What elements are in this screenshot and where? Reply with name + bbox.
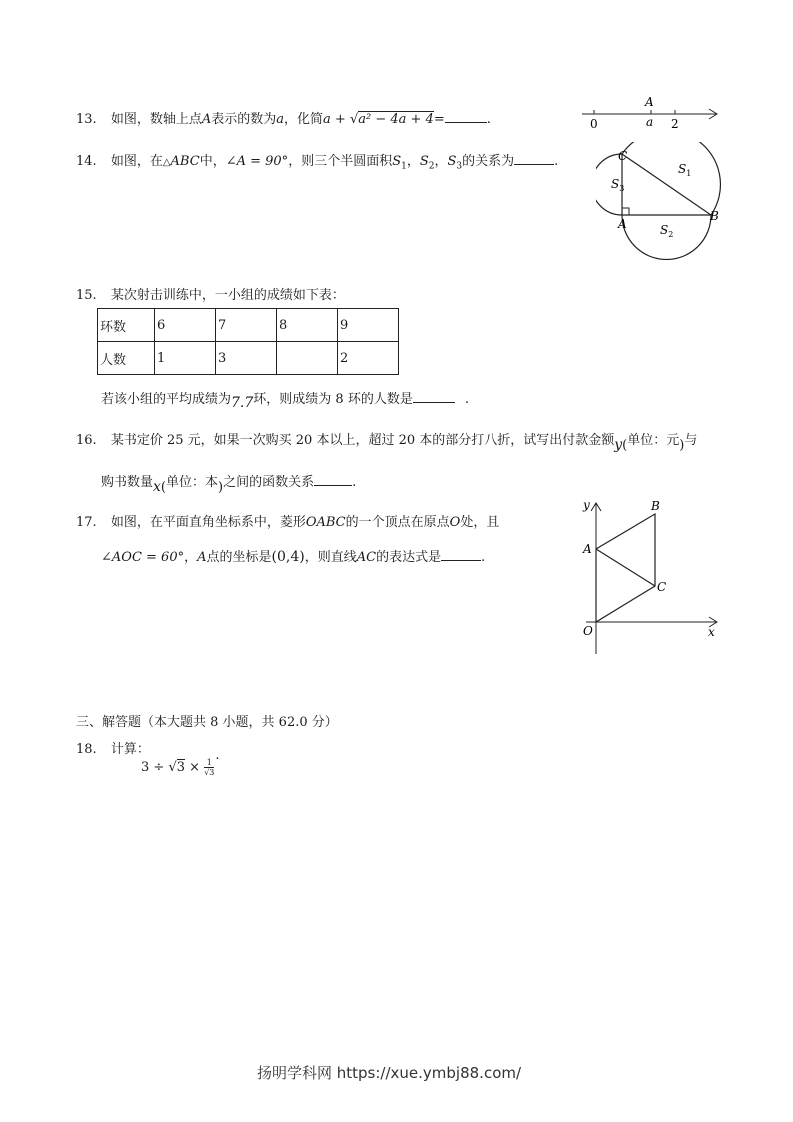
q17-angle: ∠AOC = 60° <box>101 550 185 565</box>
q17-answer-blank[interactable] <box>441 560 481 561</box>
q17-line-2 <box>101 546 485 565</box>
fig14-label-B: B <box>710 209 719 223</box>
page-footer: 扬明学科网 https://xue.ymbj88.com/ <box>257 1064 522 1082</box>
q16-x: x <box>153 479 161 495</box>
fig13-label-A: A <box>645 95 654 109</box>
q18-frac-den-rad: 3 <box>209 768 215 777</box>
q14-angle: ∠A = 90° <box>225 154 289 169</box>
q13-point-a: A <box>201 112 212 127</box>
q18-frac-num: 1 <box>204 758 214 768</box>
fig17-label-A: A <box>583 542 592 556</box>
q14-text-c: ，则三个半圆面积 <box>288 154 393 169</box>
q14-end: . <box>554 154 559 169</box>
question-17 <box>76 511 499 530</box>
q14-s1: S <box>392 154 402 169</box>
q14-s3: S <box>447 154 457 169</box>
q16-yu: 与 <box>684 433 698 448</box>
table-row <box>98 309 399 342</box>
q14-text-a: 如图，在 <box>110 154 163 169</box>
q14-sep1: ， <box>406 154 420 169</box>
table-cell: 8 <box>277 309 338 342</box>
q15-follow-a: 若该小组的平均成绩为 <box>101 392 232 407</box>
table-cell: 9 <box>338 309 399 342</box>
q14-s2-sub: 2 <box>428 161 435 172</box>
q16-answer-blank[interactable] <box>314 485 352 486</box>
q14-answer-blank[interactable] <box>514 164 554 165</box>
fig17-label-y: y <box>583 498 590 512</box>
fig14-label-C: C <box>618 149 628 163</box>
question-18 <box>76 738 150 757</box>
fig14-label-S2: $S_2$ <box>660 223 674 239</box>
semicircle-s2 <box>622 215 711 260</box>
q15-average: 7.7 <box>231 395 254 411</box>
right-angle-mark <box>622 208 629 215</box>
q16-end: . <box>352 475 357 490</box>
q17-end: . <box>481 550 486 565</box>
q17-text-f: ，则直线 <box>304 550 357 565</box>
q18-sqrt-sign: √ <box>168 760 177 775</box>
diagonal-ac <box>596 549 655 586</box>
fig17-label-B: B <box>651 499 660 513</box>
semicircle-s1 <box>622 142 720 215</box>
q14-s2: S <box>419 154 429 169</box>
q15-end: . <box>464 392 469 407</box>
table-cell: 6 <box>155 309 216 342</box>
q16-paren-open-x: ( <box>160 480 166 495</box>
q16-paren-close: ) <box>679 438 685 453</box>
q14-semicircles-figure <box>596 142 728 260</box>
question-14 <box>76 150 558 172</box>
table-cell: 1 <box>155 342 216 375</box>
q17-coord: (0,4) <box>271 549 305 565</box>
q16-paren-close-x: ) <box>218 480 224 495</box>
q18-fraction <box>204 758 214 777</box>
q16-unit-y: 单位：元 <box>627 433 680 448</box>
q17-text-c: 处，且 <box>460 515 500 530</box>
q14-abc: ABC <box>170 154 200 169</box>
q14-sep2: ， <box>434 154 448 169</box>
q17-oabc: OABC <box>305 515 346 530</box>
fig13-label-2: 2 <box>671 117 679 131</box>
q13-var-a: a <box>276 112 285 127</box>
table-cell: 2 <box>338 342 399 375</box>
q14-s1-sub: 1 <box>401 161 407 172</box>
q16-line1: 某书定价 25 元，如果一次购买 20 本以上，超过 20 本的部分打八折，试写出付款金额 <box>110 433 615 448</box>
q16-line2-a: 购书数量 <box>101 475 154 490</box>
q13-expr-a: a + <box>323 112 350 127</box>
triangle-icon: △ <box>162 157 171 168</box>
q13-text-c: ，化简 <box>284 112 324 127</box>
q15-follow-b: 环，则成绩为 8 环的人数是 <box>253 392 413 407</box>
q13-answer-blank[interactable] <box>445 122 487 123</box>
q14-text-b: 中， <box>199 154 226 169</box>
fig14-label-S3: $S_3$ <box>611 177 625 193</box>
q17-text-e: 点的坐标是 <box>206 550 272 565</box>
q13-number-line-figure <box>578 92 723 134</box>
q16-y: y <box>614 437 623 453</box>
fig13-label-a: a <box>646 115 654 129</box>
fig17-label-C: C <box>657 580 667 594</box>
q17-text-g: 的表达式是 <box>376 550 442 565</box>
q13-radicand: a² − 4a + 4 <box>358 112 434 127</box>
q13-text-a: 如图，数轴上点 <box>110 112 202 127</box>
table-cell: 人数 <box>98 342 155 375</box>
q17-ac: AC <box>356 550 377 565</box>
score-table <box>97 308 399 375</box>
q17-text-d: ， <box>184 550 198 565</box>
table-row <box>98 342 399 375</box>
triangle-abc <box>622 154 711 215</box>
q15-answer-blank[interactable] <box>413 402 455 403</box>
q17-coordinate-figure <box>578 494 723 658</box>
q17-text-a: 如图，在平面直角坐标系中，菱形 <box>110 515 306 530</box>
question-13 <box>76 108 491 127</box>
question-15 <box>76 284 345 303</box>
fig13-label-0: 0 <box>590 117 598 131</box>
q18-radicand: 3 <box>176 760 186 775</box>
q16-paren-open: ( <box>622 438 628 453</box>
q17-point-a: A <box>197 550 207 565</box>
fig17-label-O: O <box>583 624 593 638</box>
q13-sqrt-sign: √ <box>349 112 359 127</box>
q17-o: O <box>449 515 461 530</box>
q16-line-2 <box>101 471 357 495</box>
q17-text-b: 的一个顶点在原点 <box>345 515 450 530</box>
question-16 <box>76 429 698 453</box>
q13-end: . <box>486 112 491 127</box>
q15-follow-up <box>101 388 469 411</box>
fig14-label-S1: $S_1$ <box>678 162 692 178</box>
table-cell-empty[interactable] <box>277 342 338 375</box>
table-cell: 环数 <box>98 309 155 342</box>
q14-s3-sub: 3 <box>456 161 463 172</box>
section-3-title: 三、解答题（本大题共 8 小题，共 62.0 分） <box>76 715 338 730</box>
q18-expr-a: 3 ÷ <box>141 760 169 775</box>
q18-expression <box>141 748 220 777</box>
q15-text: 某次射击训练中，一小组的成绩如下表： <box>110 288 345 303</box>
q16-line2-b: 之间的函数关系 <box>223 475 315 490</box>
fig14-label-A: A <box>618 217 627 231</box>
q15-number: 15. <box>76 288 97 303</box>
q14-text-d: 的关系为 <box>462 154 515 169</box>
q18-number: 18. <box>76 742 97 757</box>
table-cell: 3 <box>216 342 277 375</box>
q14-number: 14. <box>76 154 97 169</box>
q13-equals: = <box>433 112 445 127</box>
q16-number: 16. <box>76 433 97 448</box>
q13-text-b: 表示的数为 <box>211 112 277 127</box>
q16-unit-x: 单位：本 <box>166 475 219 490</box>
q17-number: 17. <box>76 515 97 530</box>
table-cell: 7 <box>216 309 277 342</box>
fig17-label-x: x <box>708 625 715 639</box>
q18-times: × <box>185 760 205 775</box>
q13-number: 13. <box>76 112 97 127</box>
q18-frac-den: √3 <box>204 768 215 777</box>
q18-end: . <box>215 748 220 763</box>
q18-text: 计算： <box>110 742 150 757</box>
